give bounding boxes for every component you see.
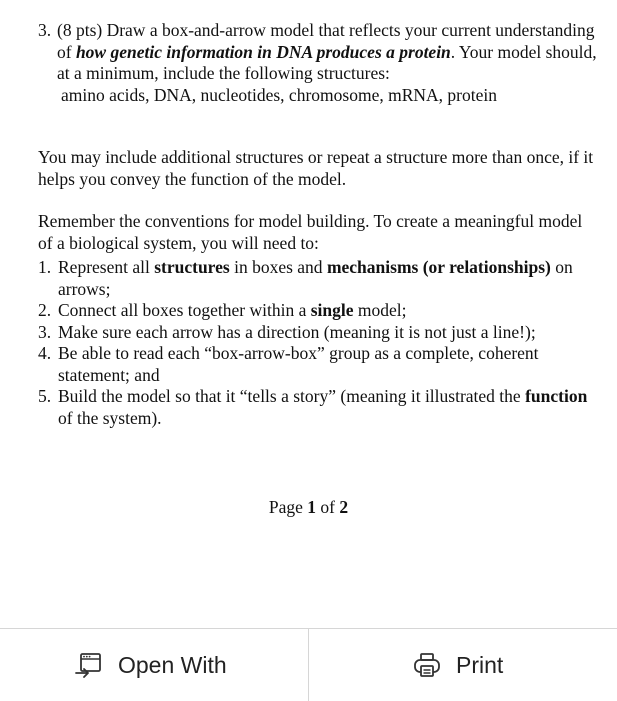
list-item <box>38 343 598 386</box>
bottom-toolbar <box>0 628 617 701</box>
question-instructions: . Your model should, at a minimum, include the following structures: <box>57 41 597 83</box>
list-item-bold: mechanisms (or relationships) <box>326 257 551 277</box>
question-header <box>38 20 598 106</box>
list-item <box>38 300 598 322</box>
list-item-text: in boxes and <box>229 257 327 277</box>
list-item-number: 2. <box>38 300 52 320</box>
list-item-text: Make sure each arrow has a direction (meaning it is not just a line!); <box>58 321 536 342</box>
question-emphasis: how genetic information in DNA produces a protein <box>75 41 451 62</box>
list-item-number: 5. <box>38 386 52 406</box>
print-button[interactable] <box>412 629 503 701</box>
list-item-number: 1. <box>38 257 52 277</box>
question-intro: (8 pts) Draw a box-and-arrow model that reflects your current understanding of <box>57 20 595 62</box>
list-item-number: 4. <box>38 343 52 363</box>
paragraph-conventions: Remember the conventions for model building. To create a meaningful model of a biological system, you will need to: <box>38 211 583 253</box>
open-with-button[interactable] <box>74 629 227 701</box>
toolbar-divider <box>308 629 309 701</box>
question-number: 3. <box>38 20 52 40</box>
list-item-text: on arrows; <box>58 257 573 299</box>
print-icon <box>412 652 442 678</box>
open-with-icon <box>74 652 104 678</box>
list-item-text: model; <box>353 300 407 320</box>
list-item-text: Connect all boxes together within a <box>58 300 311 320</box>
list-item-text: Represent all <box>58 257 155 277</box>
list-item-bold: function <box>525 386 588 406</box>
conventions-list <box>38 257 598 429</box>
print-label: Print <box>456 651 504 678</box>
page-current: 1 <box>307 497 317 517</box>
page-indicator <box>0 497 617 518</box>
list-item-text: Be able to read each “box-arrow-box” group as a complete, coherent statement; and <box>58 343 539 385</box>
list-item-text: of the system). <box>58 407 162 428</box>
list-item <box>38 386 598 429</box>
structures-list: amino acids, DNA, nucleotides, chromosome, mRNA, protein <box>61 84 497 105</box>
page-total: 2 <box>339 497 349 517</box>
page-prefix: Page <box>268 497 308 517</box>
list-item-bold: single <box>310 300 354 320</box>
open-with-label: Open With <box>118 651 227 678</box>
list-item <box>38 257 598 300</box>
paragraph-additional-structures: You may include additional structures or repeat a structure more than once, if it helps you convey the function of the model. <box>38 147 594 189</box>
list-item-text: Build the model so that it “tells a story” (meaning it illustrated the <box>58 386 526 406</box>
list-item-bold: structures <box>154 257 230 277</box>
page-mid: of <box>316 497 340 517</box>
question-text <box>57 20 598 106</box>
list-item <box>38 322 598 344</box>
list-item-number: 3. <box>38 321 52 342</box>
